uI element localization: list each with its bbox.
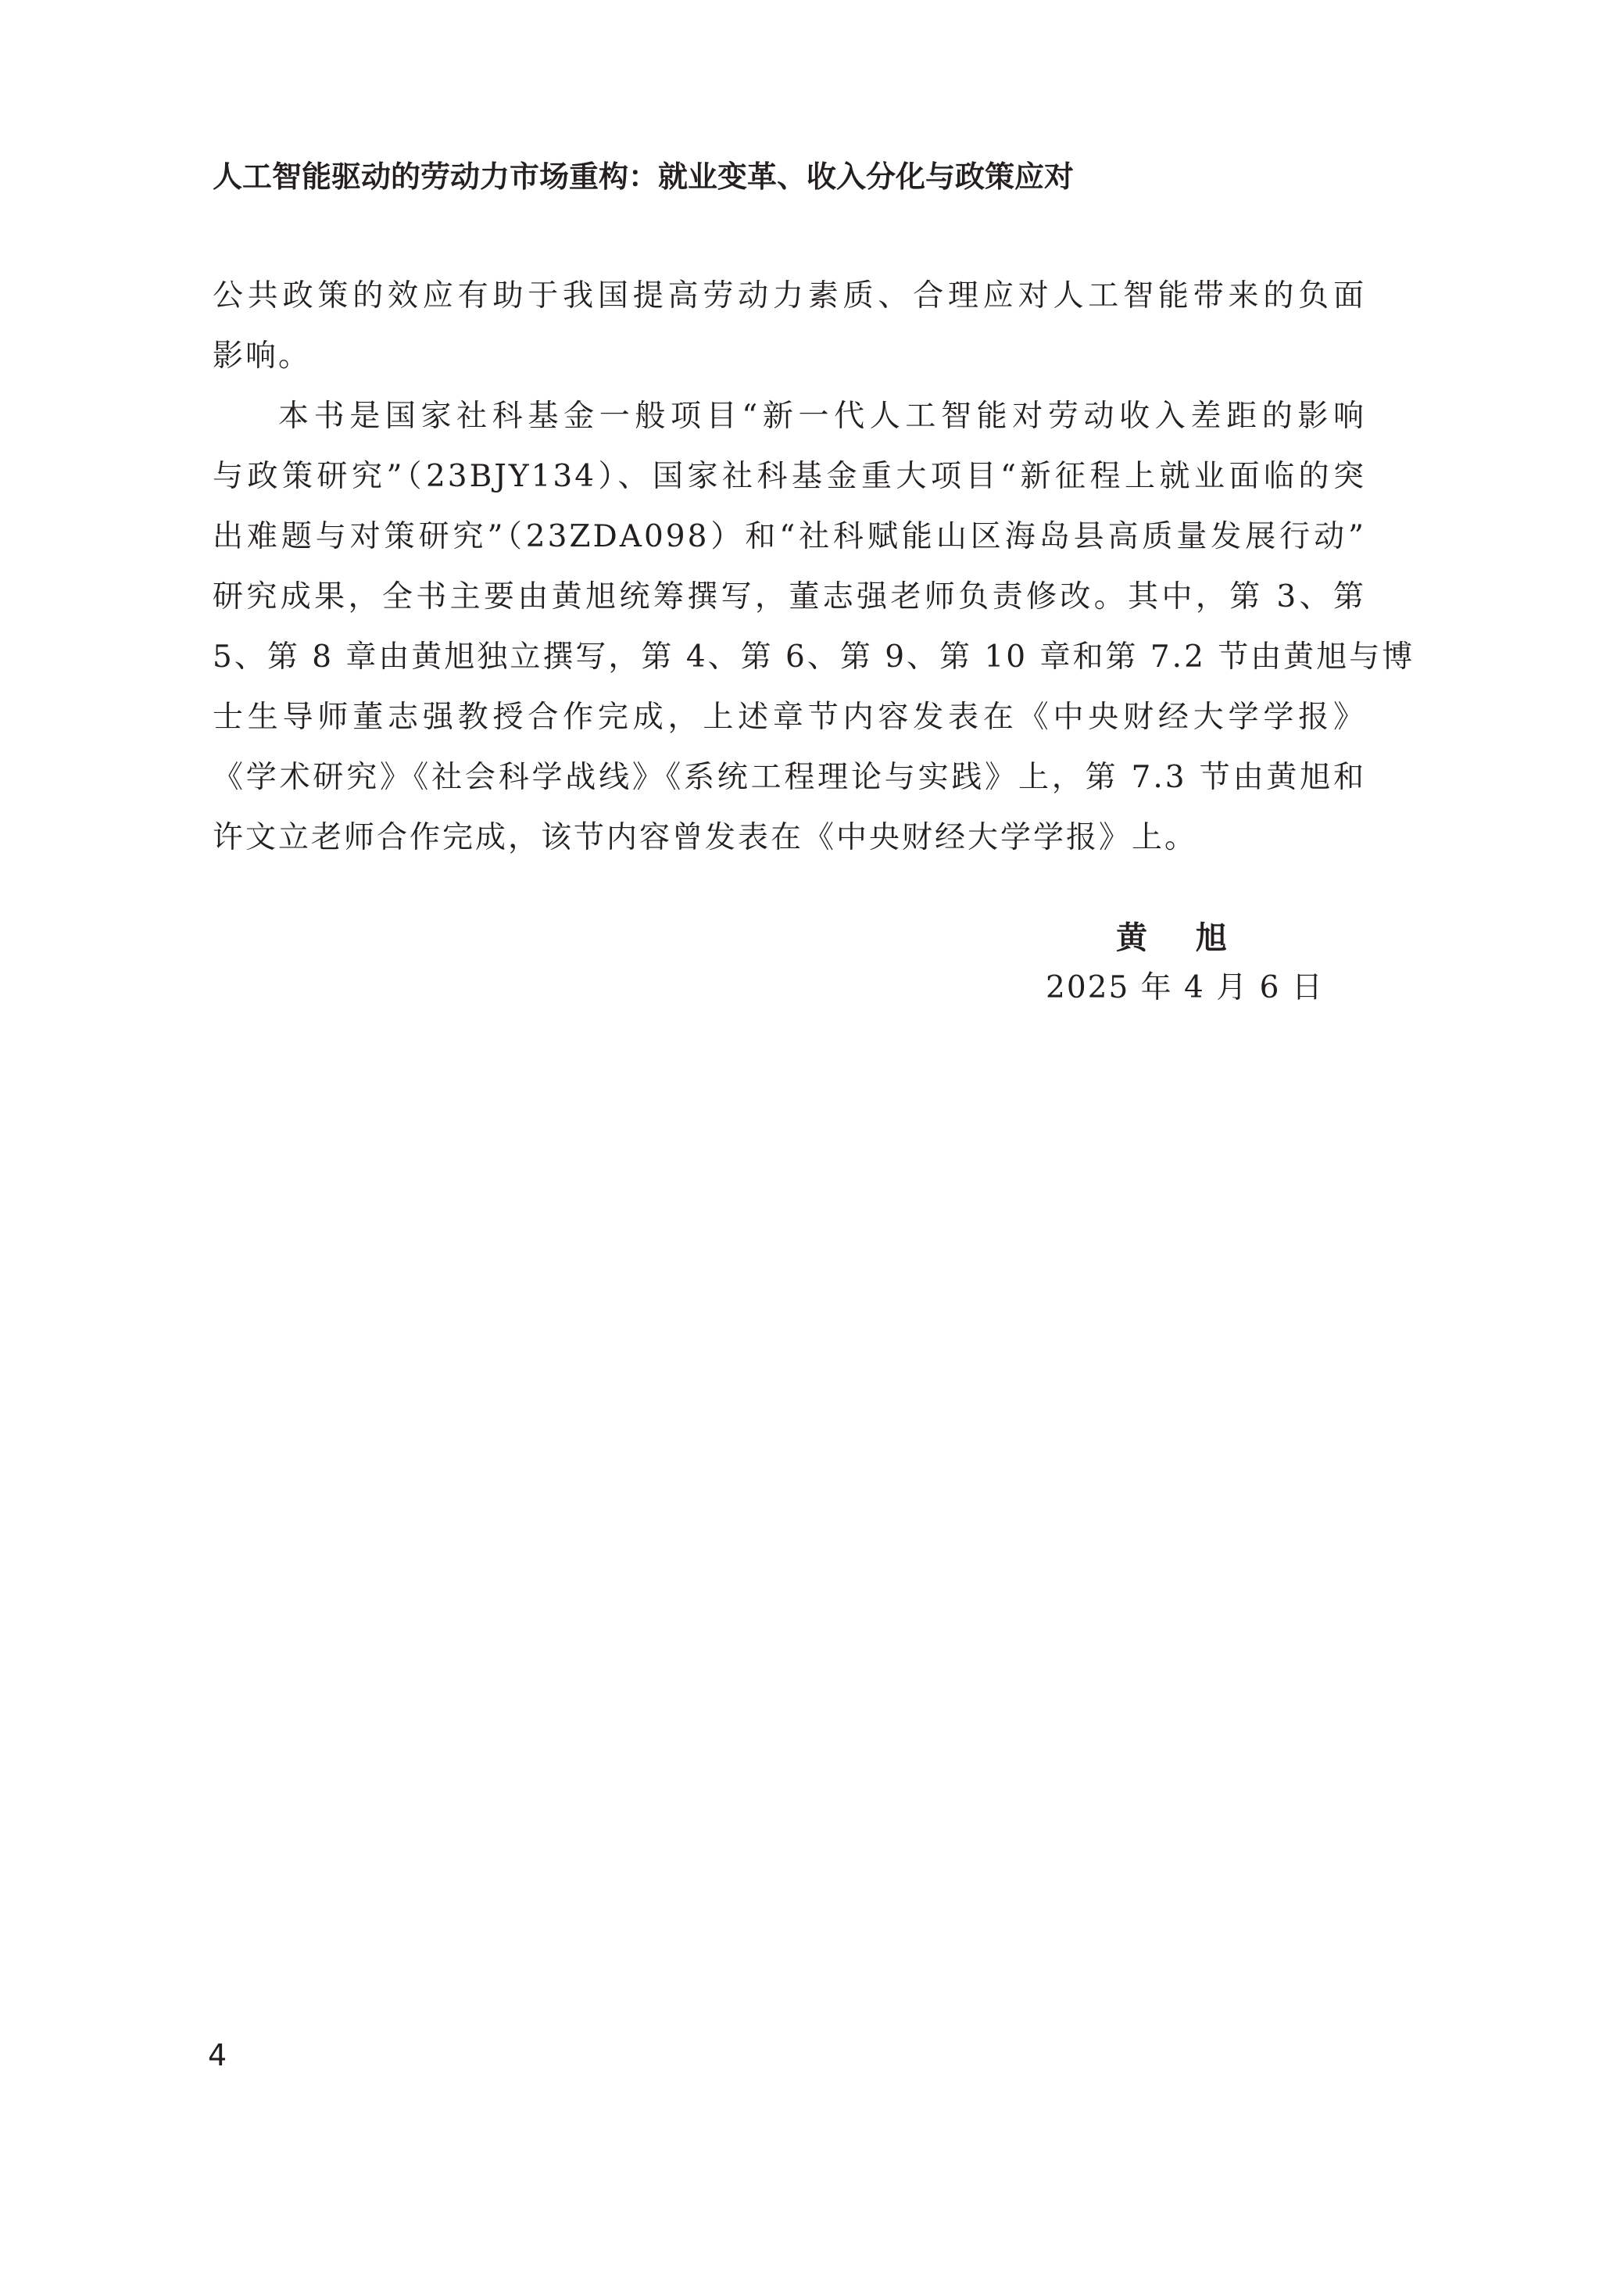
body-text: [213, 266, 1415, 868]
text-line: 士生导师董志强教授合作完成，上述章节内容发表在《中央财经大学学报》: [213, 700, 1366, 735]
running-header-title: 人工智能驱动的劳动力市场重构：就业变革、收入分化与政策应对: [213, 159, 1075, 194]
text-line: 研究成果，全书主要由黄旭统筹撰写，董志强老师负责修改。其中，第 3、第: [213, 579, 1366, 614]
paragraph-2: [213, 386, 1415, 868]
paragraph-1: [213, 266, 1366, 386]
text-line: 5、第 8 章由黄旭独立撰写，第 4、第 6、第 9、第 10 章和第 7.2 节由黄旭与博: [213, 639, 1415, 675]
author-signature: 黄 旭: [1116, 920, 1246, 956]
text-line: 出难题与对策研究”（23ZDA098）和“社科赋能山区海岛县高质量发展行动”: [213, 519, 1366, 554]
signature-date: 2025 年 4 月 6 日: [1046, 970, 1324, 1005]
text-line: 本书是国家社科基金一般项目“新一代人工智能对劳动收入差距的影响: [278, 399, 1366, 434]
page-number: 4: [208, 2038, 227, 2072]
text-line: 公共政策的效应有助于我国提高劳动力素质、合理应对人工智能带来的负面: [213, 278, 1366, 313]
text-line: 许文立老师合作完成，该节内容曾发表在《中央财经大学学报》上。: [213, 820, 1198, 855]
text-line: 《学术研究》《社会科学战线》《系统工程理论与实践》上，第 7.3 节由黄旭和: [213, 760, 1366, 795]
text-line: 与政策研究”（23BJY134）、国家社科基金重大项目“新征程上就业面临的突: [213, 459, 1366, 494]
text-line: 影响。: [213, 339, 312, 374]
